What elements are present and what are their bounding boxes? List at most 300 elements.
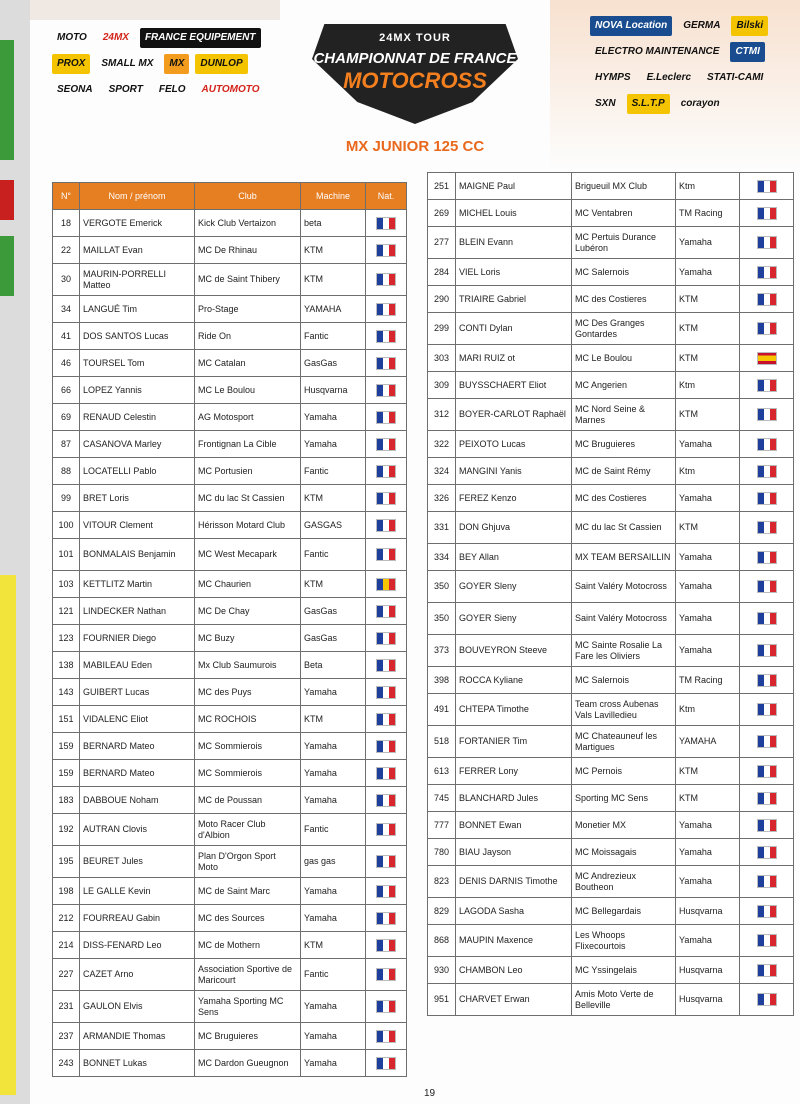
rider-row <box>428 758 794 785</box>
rider-club: Team cross Aubenas Vals Lavilledieu <box>572 694 676 726</box>
dunlop-logo: DUNLOP <box>195 54 247 74</box>
rider-name: FOURREAU Gabin <box>80 905 195 932</box>
rider-machine: KTM <box>676 345 740 372</box>
rider-nationality <box>366 905 407 932</box>
rider-machine: Yamaha <box>301 878 366 905</box>
felo-logo: FELO <box>158 84 186 95</box>
flag-es-icon <box>757 352 777 365</box>
flag-fr-icon <box>757 322 777 335</box>
rider-number: 613 <box>428 758 456 785</box>
rider-club: MC Moissagais <box>572 839 676 866</box>
rider-number: 290 <box>428 286 456 313</box>
rider-name: VIEL Loris <box>456 259 572 286</box>
rider-club: Pro-Stage <box>195 296 301 323</box>
rider-number: 322 <box>428 431 456 458</box>
flag-fr-icon <box>376 384 396 397</box>
rider-row <box>53 296 407 323</box>
rider-row <box>53 1050 407 1077</box>
rider-row <box>428 726 794 758</box>
rider-number: 780 <box>428 839 456 866</box>
seona-logo: SEONA <box>57 84 93 95</box>
rider-number: 951 <box>428 984 456 1016</box>
edge-red-block <box>0 180 14 220</box>
flag-fr-icon <box>376 1000 396 1013</box>
rider-name: VIDALENC Eliot <box>80 706 195 733</box>
rider-number: 192 <box>53 814 80 846</box>
flag-fr-icon <box>376 632 396 645</box>
rider-club: MX TEAM BERSAILLIN <box>572 544 676 571</box>
rider-name: BEY Allan <box>456 544 572 571</box>
flag-fr-icon <box>376 912 396 925</box>
flag-fr-icon <box>757 792 777 805</box>
rider-row <box>428 227 794 259</box>
rider-nationality <box>366 264 407 296</box>
rider-number: 159 <box>53 760 80 787</box>
rider-machine: Ktm <box>676 372 740 399</box>
rider-nationality <box>366 814 407 846</box>
flag-fr-icon <box>376 357 396 370</box>
rider-nationality <box>366 991 407 1023</box>
rider-nationality <box>740 694 794 726</box>
automoto-logo: AUTOMOTO <box>201 84 260 95</box>
header-number: N° <box>53 183 80 210</box>
rider-nationality <box>366 323 407 350</box>
rider-row <box>53 377 407 404</box>
rider-name: LINDECKER Nathan <box>80 598 195 625</box>
rider-machine: Yamaha <box>676 603 740 635</box>
rider-name: TRIAIRE Gabriel <box>456 286 572 313</box>
rider-name: BLANCHARD Jules <box>456 785 572 812</box>
rider-machine: KTM <box>676 758 740 785</box>
rider-club: AG Motosport <box>195 404 301 431</box>
rider-name: BIAU Jayson <box>456 839 572 866</box>
flag-fr-icon <box>757 438 777 451</box>
rider-number: 303 <box>428 345 456 372</box>
rider-machine: Yamaha <box>676 431 740 458</box>
rider-nationality <box>366 539 407 571</box>
france-equipement-logo: FRANCE EQUIPEMENT <box>140 28 261 48</box>
moto-logo: MOTO <box>57 32 87 43</box>
rider-club: MC Bruguieres <box>195 1023 301 1050</box>
rider-number: 331 <box>428 512 456 544</box>
rider-row <box>53 787 407 814</box>
flag-fr-icon <box>757 993 777 1006</box>
rider-club: Ride On <box>195 323 301 350</box>
rider-club: MC Sommierois <box>195 733 301 760</box>
flag-fr-icon <box>757 765 777 778</box>
rider-row <box>53 458 407 485</box>
rider-row <box>428 635 794 667</box>
rider-machine: Yamaha <box>301 733 366 760</box>
rider-machine: Husqvarna <box>301 377 366 404</box>
rider-row <box>428 603 794 635</box>
rider-machine: Yamaha <box>676 839 740 866</box>
rider-club: MC des Costieres <box>572 286 676 313</box>
rider-nationality <box>740 544 794 571</box>
rider-name: BOUVEYRON Steeve <box>456 635 572 667</box>
rider-nationality <box>740 925 794 957</box>
rider-machine: Yamaha <box>301 787 366 814</box>
rider-nationality <box>740 173 794 200</box>
rider-machine: gas gas <box>301 846 366 878</box>
rider-nationality <box>740 785 794 812</box>
rider-number: 231 <box>53 991 80 1023</box>
rider-name: LAGODA Sasha <box>456 898 572 925</box>
proxx-logo: PROX <box>52 54 90 74</box>
rider-row <box>53 846 407 878</box>
flag-fr-icon <box>376 855 396 868</box>
rider-nationality <box>740 726 794 758</box>
rider-club: MC De Chay <box>195 598 301 625</box>
rider-name: BONNET Lukas <box>80 1050 195 1077</box>
rider-number: 123 <box>53 625 80 652</box>
rider-club: MC Portusien <box>195 458 301 485</box>
leclerc-logo: E.Leclerc <box>646 72 692 83</box>
rider-number: 22 <box>53 237 80 264</box>
rider-machine: Yamaha <box>676 571 740 603</box>
rider-number: 88 <box>53 458 80 485</box>
rider-name: TOURSEL Tom <box>80 350 195 377</box>
flag-fr-icon <box>757 551 777 564</box>
rider-row <box>53 210 407 237</box>
rider-name: DISS-FENARD Leo <box>80 932 195 959</box>
rider-machine: Husqvarna <box>676 984 740 1016</box>
kurv-logo: SPORT <box>108 84 143 95</box>
rider-number: 324 <box>428 458 456 485</box>
rider-number: 309 <box>428 372 456 399</box>
flag-fr-icon <box>757 379 777 392</box>
rider-name: VERGOTE Emerick <box>80 210 195 237</box>
category-title: MX JUNIOR 125 CC <box>345 138 485 155</box>
rider-club: Plan D'Orgon Sport Moto <box>195 846 301 878</box>
rider-row <box>428 667 794 694</box>
rider-club: MC du lac St Cassien <box>572 512 676 544</box>
rider-number: 829 <box>428 898 456 925</box>
nova-location-logo: NOVA Location <box>590 16 672 36</box>
rider-machine: Fantic <box>301 814 366 846</box>
rider-row <box>53 733 407 760</box>
flag-fr-icon <box>757 846 777 859</box>
championship-badge <box>312 24 518 124</box>
flag-fr-icon <box>376 244 396 257</box>
rider-number: 18 <box>53 210 80 237</box>
rider-nationality <box>740 667 794 694</box>
rider-machine: Yamaha <box>676 635 740 667</box>
flag-fr-icon <box>757 735 777 748</box>
flag-fr-icon <box>757 674 777 687</box>
rider-nationality <box>366 350 407 377</box>
rider-nationality <box>366 598 407 625</box>
header-machine: Machine <box>301 183 366 210</box>
rider-club: MC Le Boulou <box>572 345 676 372</box>
rider-machine: TM Racing <box>676 200 740 227</box>
rider-row <box>53 323 407 350</box>
edge-green-block <box>0 40 14 160</box>
rider-nationality <box>366 404 407 431</box>
rider-name: BUYSSCHAERT Eliot <box>456 372 572 399</box>
rider-number: 243 <box>53 1050 80 1077</box>
rider-number: 103 <box>53 571 80 598</box>
rider-nationality <box>740 957 794 984</box>
rider-name: CHARVET Erwan <box>456 984 572 1016</box>
rider-number: 69 <box>53 404 80 431</box>
flag-fr-icon <box>376 465 396 478</box>
rider-name: MICHEL Louis <box>456 200 572 227</box>
rider-row <box>428 957 794 984</box>
flag-fr-icon <box>376 823 396 836</box>
rider-machine: Yamaha <box>676 866 740 898</box>
rider-row <box>53 652 407 679</box>
flag-fr-icon <box>376 968 396 981</box>
flag-fr-icon <box>376 939 396 952</box>
rider-name: LOCATELLI Pablo <box>80 458 195 485</box>
stati-cami-logo: STATI-CAMI <box>707 72 764 83</box>
rider-nationality <box>366 846 407 878</box>
rider-club: MC West Mecapark <box>195 539 301 571</box>
rider-machine: Yamaha <box>676 812 740 839</box>
rider-nationality <box>366 959 407 991</box>
rider-nationality <box>366 932 407 959</box>
rider-club: Brigueuil MX Club <box>572 173 676 200</box>
rider-number: 195 <box>53 846 80 878</box>
rider-club: Sporting MC Sens <box>572 785 676 812</box>
rider-club: MC des Costieres <box>572 485 676 512</box>
rider-club: MC de Saint Thibery <box>195 264 301 296</box>
rider-club: MC Ventabren <box>572 200 676 227</box>
rider-nationality <box>366 760 407 787</box>
rider-machine: Beta <box>301 652 366 679</box>
rider-machine: KTM <box>301 485 366 512</box>
flag-fr-icon <box>757 492 777 505</box>
rider-number: 777 <box>428 812 456 839</box>
rider-name: VITOUR Clement <box>80 512 195 539</box>
rider-number: 151 <box>53 706 80 733</box>
flag-fr-icon <box>757 934 777 947</box>
rider-number: 277 <box>428 227 456 259</box>
rider-machine: GasGas <box>301 598 366 625</box>
badge-tour-label: 24MX TOUR <box>379 32 451 44</box>
flag-fr-icon <box>757 207 777 220</box>
badge-title-line2: MOTOCROSS <box>343 68 487 93</box>
flag-fr-icon <box>376 330 396 343</box>
rider-machine: Yamaha <box>301 905 366 932</box>
rider-name: BOYER-CARLOT Raphaël <box>456 399 572 431</box>
rider-name: DOS SANTOS Lucas <box>80 323 195 350</box>
sltp-logo: S.L.T.P <box>627 94 670 114</box>
rider-club: MC Des Granges Gontardes <box>572 313 676 345</box>
rider-nationality <box>366 625 407 652</box>
rider-name: MAILLAT Evan <box>80 237 195 264</box>
rider-row <box>428 431 794 458</box>
rider-nationality <box>740 259 794 286</box>
rider-machine: Yamaha <box>301 760 366 787</box>
rider-row <box>53 814 407 846</box>
rider-number: 138 <box>53 652 80 679</box>
rider-number: 198 <box>53 878 80 905</box>
rider-row <box>428 571 794 603</box>
rider-machine: KTM <box>301 706 366 733</box>
previous-page-edge <box>0 0 30 1104</box>
rider-number: 143 <box>53 679 80 706</box>
flag-fr-icon <box>376 411 396 424</box>
rider-club: MC Catalan <box>195 350 301 377</box>
rider-name: LOPEZ Yannis <box>80 377 195 404</box>
rider-nationality <box>366 652 407 679</box>
flag-ro-icon <box>376 578 396 591</box>
rider-name: GOYER Sleny <box>456 571 572 603</box>
ctmi-logo: CTMI <box>730 42 764 62</box>
rider-club: Les Whoops Flixecourtois <box>572 925 676 957</box>
rider-name: BERNARD Mateo <box>80 760 195 787</box>
sxn-logo: SXN <box>595 98 616 109</box>
rider-machine: KTM <box>676 313 740 345</box>
rider-name: LANGUÉ Tim <box>80 296 195 323</box>
rider-name: FOURNIER Diego <box>80 625 195 652</box>
page-number: 19 <box>424 1088 436 1099</box>
rider-machine: KTM <box>676 286 740 313</box>
flag-fr-icon <box>757 875 777 888</box>
rider-machine: KTM <box>676 512 740 544</box>
rider-number: 227 <box>53 959 80 991</box>
rider-name: GUIBERT Lucas <box>80 679 195 706</box>
top-accent-left <box>30 0 280 20</box>
rider-machine: Ktm <box>676 173 740 200</box>
rider-club: MC De Rhinau <box>195 237 301 264</box>
rider-club: Saint Valéry Motocross <box>572 571 676 603</box>
smallx-logo: SMALL MX <box>101 58 154 69</box>
rider-nationality <box>366 377 407 404</box>
flag-fr-icon <box>757 703 777 716</box>
rider-number: 745 <box>428 785 456 812</box>
rider-name: CONTI Dylan <box>456 313 572 345</box>
rider-nationality <box>740 200 794 227</box>
rider-club: MC de Saint Rémy <box>572 458 676 485</box>
flag-fr-icon <box>757 580 777 593</box>
rider-club: MC Chaurien <box>195 571 301 598</box>
rider-name: DABBOUE Noham <box>80 787 195 814</box>
rider-machine: KTM <box>676 399 740 431</box>
flag-fr-icon <box>376 885 396 898</box>
rider-name: DENIS DARNIS Timothe <box>456 866 572 898</box>
flag-fr-icon <box>376 1030 396 1043</box>
rider-nationality <box>740 635 794 667</box>
rider-number: 350 <box>428 603 456 635</box>
rider-row <box>53 625 407 652</box>
rider-row <box>53 1023 407 1050</box>
rider-row <box>53 959 407 991</box>
rider-machine: Fantic <box>301 959 366 991</box>
rider-club: MC Nord Seine & Marnes <box>572 399 676 431</box>
rider-machine: GASGAS <box>301 512 366 539</box>
rider-row <box>428 694 794 726</box>
rider-club: Mx Club Saumurois <box>195 652 301 679</box>
rider-name: CHAMBON Leo <box>456 957 572 984</box>
edge-yellow-block <box>0 575 16 1095</box>
rider-machine: beta <box>301 210 366 237</box>
flag-fr-icon <box>376 273 396 286</box>
rider-row <box>428 485 794 512</box>
rider-number: 46 <box>53 350 80 377</box>
rider-row <box>428 839 794 866</box>
rider-nationality <box>740 399 794 431</box>
rider-number: 251 <box>428 173 456 200</box>
rider-number: 159 <box>53 733 80 760</box>
flag-fr-icon <box>376 519 396 532</box>
rider-club: MC Sainte Rosalie La Fare les Oliviers <box>572 635 676 667</box>
rider-machine: Yamaha <box>676 485 740 512</box>
rider-name: CHTEPA Timothe <box>456 694 572 726</box>
rider-nationality <box>740 313 794 345</box>
rider-machine: KTM <box>676 785 740 812</box>
rider-name: FERRER Lony <box>456 758 572 785</box>
rider-machine: Yamaha <box>301 1050 366 1077</box>
rider-row <box>53 264 407 296</box>
rider-nationality <box>740 603 794 635</box>
rider-number: 312 <box>428 399 456 431</box>
rider-row <box>53 991 407 1023</box>
rider-name: KETTLITZ Martin <box>80 571 195 598</box>
flag-fr-icon <box>376 438 396 451</box>
rider-number: 491 <box>428 694 456 726</box>
rider-machine: Husqvarna <box>676 957 740 984</box>
rider-machine: KTM <box>301 932 366 959</box>
rider-name: MAIGNE Paul <box>456 173 572 200</box>
rider-row <box>53 512 407 539</box>
rider-number: 87 <box>53 431 80 458</box>
rider-club: Moto Racer Club d'Albion <box>195 814 301 846</box>
rider-nationality <box>740 431 794 458</box>
flag-fr-icon <box>376 1057 396 1070</box>
flag-fr-icon <box>376 740 396 753</box>
rider-machine: Fantic <box>301 539 366 571</box>
rider-name: CAZET Arno <box>80 959 195 991</box>
rider-machine: GasGas <box>301 625 366 652</box>
rider-name: MANGINI Yanis <box>456 458 572 485</box>
rider-machine: TM Racing <box>676 667 740 694</box>
rider-number: 823 <box>428 866 456 898</box>
flag-fr-icon <box>757 266 777 279</box>
rider-nationality <box>366 1050 407 1077</box>
rider-name: MAUPIN Maxence <box>456 925 572 957</box>
rider-club: Kick Club Vertaizon <box>195 210 301 237</box>
rider-nationality <box>366 237 407 264</box>
rider-number: 34 <box>53 296 80 323</box>
rider-nationality <box>740 485 794 512</box>
flag-fr-icon <box>757 521 777 534</box>
rider-nationality <box>740 866 794 898</box>
rider-row <box>428 345 794 372</box>
rider-row <box>53 237 407 264</box>
rider-nationality <box>740 758 794 785</box>
rider-club: MC ROCHOIS <box>195 706 301 733</box>
rider-machine: KTM <box>301 264 366 296</box>
rider-number: 930 <box>428 957 456 984</box>
rider-name: AUTRAN Clovis <box>80 814 195 846</box>
rider-number: 183 <box>53 787 80 814</box>
rider-nationality <box>366 679 407 706</box>
rider-number: 518 <box>428 726 456 758</box>
rider-machine: Husqvarna <box>676 898 740 925</box>
flag-fr-icon <box>376 767 396 780</box>
rider-nationality <box>740 984 794 1016</box>
rider-club: MC Sommierois <box>195 760 301 787</box>
rider-row <box>428 399 794 431</box>
rider-number: 326 <box>428 485 456 512</box>
flag-fr-icon <box>376 686 396 699</box>
flag-fr-icon <box>376 605 396 618</box>
rider-machine: Yamaha <box>676 227 740 259</box>
rider-nationality <box>740 458 794 485</box>
